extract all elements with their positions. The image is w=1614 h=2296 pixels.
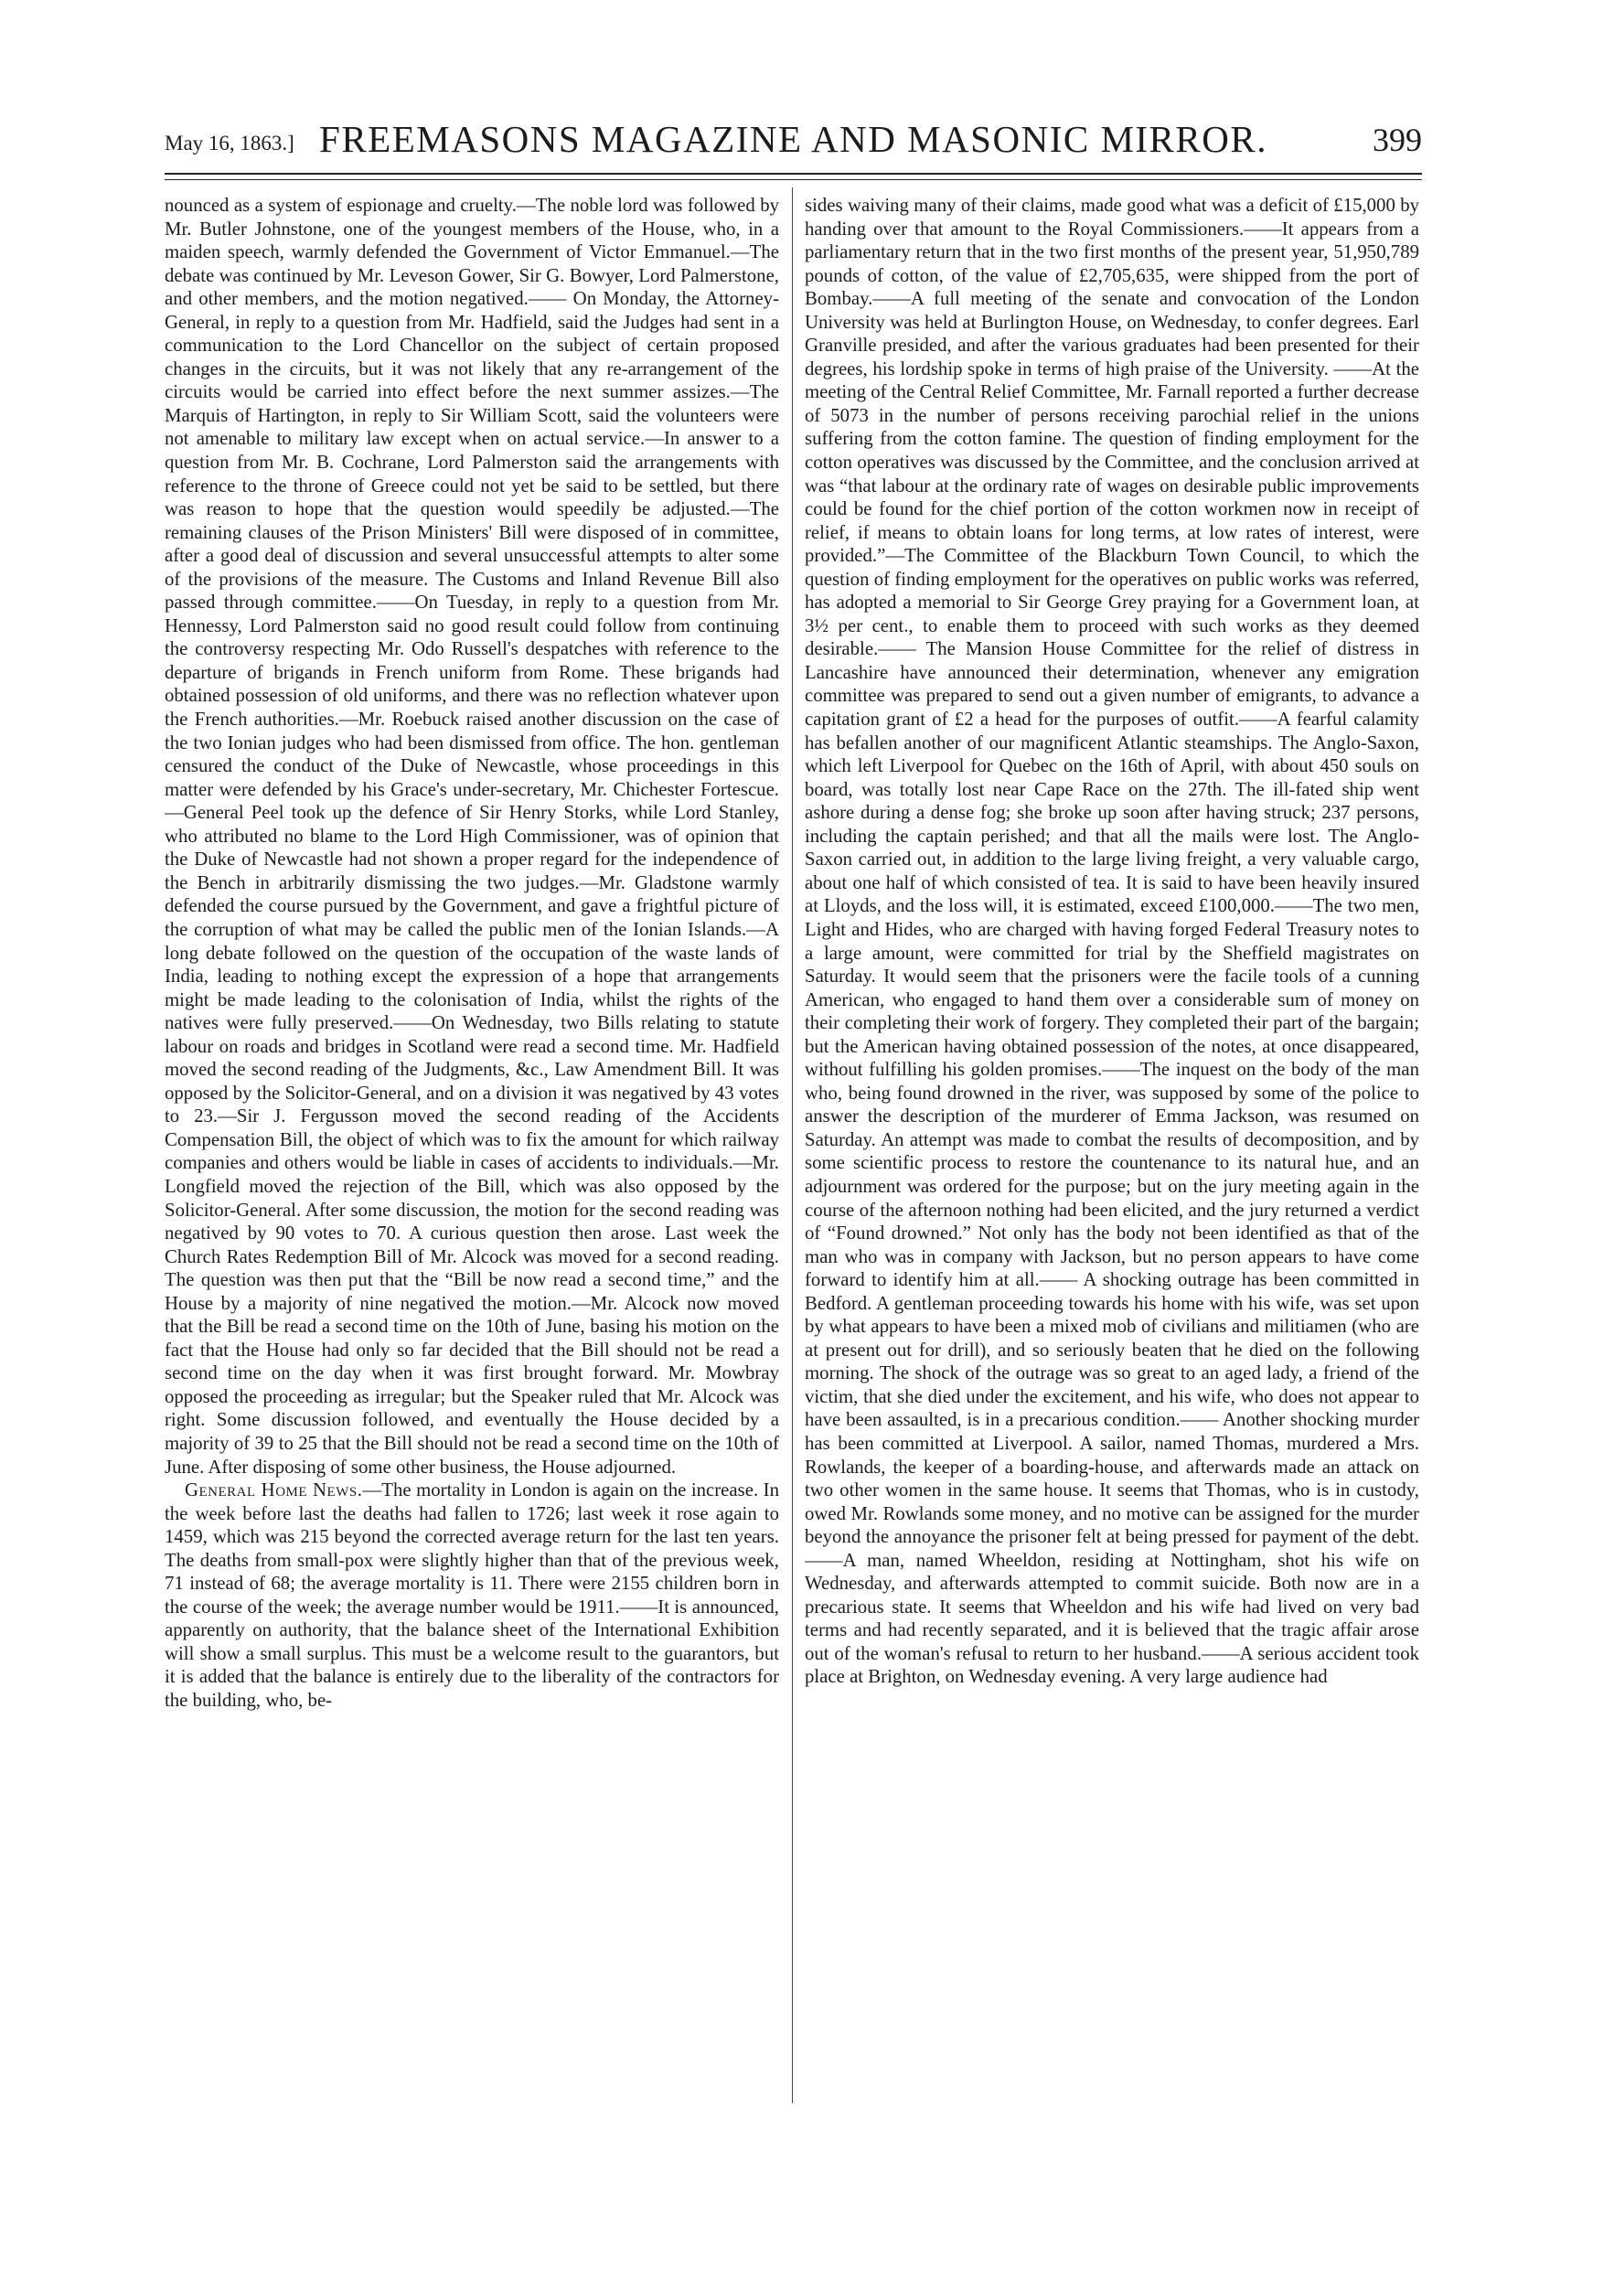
parliament-report-paragraph: nounced as a system of espionage and cruelty.—The noble lord was followed by Mr. Butler Johnstone, one of the youngest members of the House, who, in a maiden speech, warmly defended the Government of Victor Emmanuel.—The debate was continued by Mr. Leveson Gower, Sir G. Bowyer, Lord Palmerstone, and other members, and the motion negatived.—— On Monday, the Attorney-General, in reply to a question from Mr. Hadfield, said the Judges had sent in a communication to the Lord Chancellor on the subject of certain proposed changes in the circuits, but it was not likely that any re-arrangement of the circuits would be carried into effect before the next summer assizes.—The Marquis of Hartington, in reply to Sir William Scott, said the volunteers were not amenable to military law except when on actual service.—In answer to a question from Mr. B. Cochrane, Lord Palmerston said the arrangements with reference to the throne of Greece could not yet be said to be settled, but there was reason to hope that the question would speedily be adjusted.—The remaining clauses of the Prison Ministers' Bill were disposed of in committee, after a good deal of discussion and several unsuccessful attempts to alter some of the provisions of the measure. The Customs and Inland Revenue Bill also passed through committee.——On Tuesday, in reply to a question from Mr. Hennessy, Lord Palmerston said no good result could follow from continuing the controversy respecting Mr. Odo Russell's despatches with reference to the departure of brigands in French uniform from Rome. These brigands had obtained possession of old uniforms, and there was no reflection whatever upon the French authorities.—Mr. Roebuck raised another discussion on the case of the two Ionian judges who had been dismissed from office. The hon. gentleman censured the conduct of the Duke of Newcastle, whose proceedings in this matter were defended by his Grace's under-secretary, Mr. Chichester Fortescue.—General Peel took up the defence of Sir Henry Storks, while Lord Stanley, who attributed no blame to the Lord High Commissioner, was of opinion that the Duke of Newcastle had not shown a proper regard for the independence of the Bench in arbitrarily dismissing the two judges.—Mr. Gladstone warmly defended the course pursued by the Government, and gave a frightful picture of the corruption of what may be called the public men of the Ionian Islands.—A long debate followed on the question of the occupation of the waste lands of India, leading to nothing except the expression of a hope that arrangements might be made leading to the colonisation of India, whilst the rights of the natives were fully preserved.——On Wednesday, two Bills relating to statute labour on roads and bridges in Scotland were read a second time. Mr. Hadfield moved the second reading of the Judgments, &c., Law Amendment Bill. It was opposed by the Solicitor-General, and on a division it was negatived by 43 votes to 23.—Sir J. Fergusson moved the second reading of the Accidents Compensation Bill, the object of which was to fix the amount for which railway companies and others would be liable in cases of accidents to individuals.—Mr. Longfield moved the rejection of the Bill, which was also opposed by the Solicitor-General. After some discussion, the motion for the second reading was negatived by 90 votes to 70. A curious question then arose. Last week the Church Rates Redemption Bill of Mr. Alcock was moved for a second reading. The question was then put that the “Bill be now read a second time,” and the House by a majority of nine negatived the motion.—Mr. Alcock now moved that the Bill be read a second time on the 10th of June, basing his motion on the fact that the House had only so far decided that the Bill should not be read a second time on the day when it was first brought forward. Mr. Mowbray opposed the proceeding as irregular; but the Speaker ruled that Mr. Alcock was right. Some discussion followed, and eventually the House decided by a majority of 39 to 25 that the Bill should not be read a second time on the 10th of June. After disposing of some other business, the House adjourned. (165, 195, 779, 1478)
column-divider (792, 187, 793, 2103)
general-home-news-text: —The mortality in London is again on the increase. In the week before last the deaths had fallen to 1726; last week it rose again to 1459, which was 215 beyond the corrected average return for the last ten years. The deaths from small-pox were slightly higher than that of the previous week, 71 instead of 68; the average mortality is 11. There were 2155 children born in the course of the week; the average number would be 1911.——It is announced, apparently on authority, that the balance sheet of the International Exhibition will show a small surplus. This must be a welcome result to the guarantors, but it is added that the balance is entirely due to the liberality of the contractors for the building, who, be- (165, 1479, 780, 1711)
right-column (805, 194, 1419, 1689)
left-column (165, 194, 779, 1713)
page-number: 399 (1373, 122, 1422, 158)
header-rule-thick (165, 173, 1422, 175)
section-heading-general-home-news: General Home News. (185, 1479, 363, 1501)
general-home-news-paragraph (165, 1479, 779, 1712)
issue-date: May 16, 1863.] (165, 132, 294, 155)
publication-title: FREEMASONS MAGAZINE AND MASONIC MIRROR. (319, 118, 1267, 160)
masthead (165, 117, 1422, 163)
header-rule-thin (165, 179, 1422, 180)
home-news-continued-paragraph: sides waiving many of their claims, made good what was a deficit of £15,000 by handing over that amount to the Royal Commissioners.——It appears from a parliamentary return that in the two first months of the present year, 51,950,789 pounds of cotton, of the value of £2,705,635, were shipped from the port of Bombay.——A full meeting of the senate and convocation of the London University was held at Burlington House, on Wednesday, to confer degrees. Earl Granville presided, and after the various graduates had been presented for their degrees, his lordship spoke in terms of high praise of the University. ——At the meeting of the Central Relief Committee, Mr. Farnall reported a further decrease of 5073 in the number of persons receiving parochial relief in the unions suffering from the cotton famine. The question of finding employment for the cotton operatives was discussed by the Committee, and the conclusion arrived at was “that labour at the ordinary rate of wages on desirable public improvements could be found for the chief portion of the cotton workmen now in receipt of relief, if means to obtain loans for long terms, at low rates of interest, were provided.”—The Committee of the Blackburn Town Council, to which the question of finding employment for the operatives on public works was referred, has adopted a memorial to Sir George Grey praying for a Government loan, at 3½ per cent., to enable them to proceed with such works as they deemed desirable.—— The Mansion House Committee for the relief of distress in Lancashire have announced their determination, whenever any emigration committee was prepared to send out a given number of emigrants, to advance a capitation grant of £2 a head for the purposes of outfit.——A fearful calamity has befallen another of our magnificent Atlantic steamships. The Anglo-Saxon, which left Liverpool for Quebec on the 16th of April, with about 450 souls on board, was totally lost near Cape Race on the 27th. The ill-fated ship went ashore during a dense fog; she broke up soon after having struck; 237 persons, including the captain perished; and that all the mails were lost. The Anglo-Saxon carried out, in addition to the large living freight, a very valuable cargo, about one half of which consisted of tea. It is said to have been heavily insured at Lloyds, and the loss will, it is estimated, exceed £100,000.——The two men, Light and Hides, who are charged with having forged Federal Treasury notes to a large amount, were committed for trial by the Sheffield magistrates on Saturday. It would seem that the prisoners were the facile tools of a cunning American, who engaged to hand them over a considerable sum of money on their completing their work of forgery. They completed their part of the bargain; but the American having obtained possession of the notes, at once disappeared, without fulfilling his golden promises.——The inquest on the body of the man who, being found drowned in the river, was supposed by some of the police to answer the description of the murderer of Emma Jackson, was resumed on Saturday. An attempt was made to combat the results of decomposition, and by some scientific process to restore the countenance to its natural hue, and an adjournment was ordered for the purpose; but on the jury meeting again in the course of the afternoon nothing had been elicited, and the jury returned a verdict of “Found drowned.” Not only has the body not been identified as that of the man who was in company with Jackson, but no person appears to have come forward to identify him at all.—— A shocking outrage has been committed in Bedford. A gentleman proceeding towards his home with his wife, was set upon by what appears to have been a mixed mob of civilians and militiamen (who are at present out for drill), and so seriously beaten that he died on the following morning. The shock of the outrage was so great to an aged lady, a friend of the victim, that she died under the excitement, and his wife, who does not appear to have been assaulted, is in a precarious condition.—— Another shocking murder has been committed at Liverpool. A sailor, named Thomas, murdered a Mrs. Rowlands, the keeper of a boarding-house, and afterwards made an attack on two other women in the same house. It seems that Thomas, who is in custody, owed Mr. Rowlands some money, and no motive can be assigned for the murder beyond the annoyance the prisoner felt at being pressed for payment of the debt.——A man, named Wheeldon, residing at Nottingham, shot his wife on Wednesday, and afterwards attempted to commit suicide. Both now are in a precarious state. It seems that Wheeldon and his wife had lived on very bad terms and had recently separated, and it is believed that the tragic affair arose out of the woman's refusal to return to her husband.——A serious accident took place at Brighton, on Wednesday evening. A very large audience had (805, 195, 1419, 1688)
